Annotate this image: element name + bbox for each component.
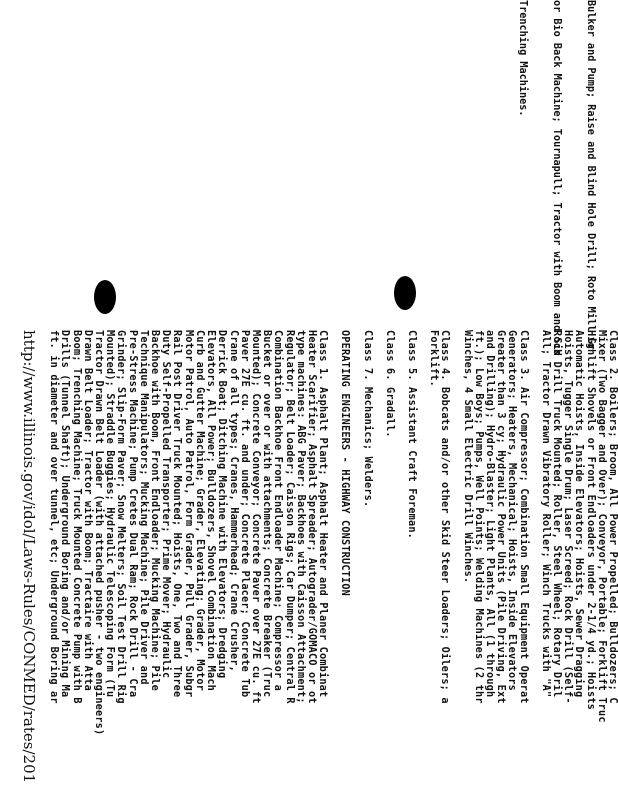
header-line: Trenching Machines.: [517, 0, 529, 117]
paragraph-hclass1: [48, 330, 328, 800]
paragraph-class3: [461, 330, 528, 800]
text-line: type machines: ABG Paver; Backhoes with Caisson Attachment;: [294, 330, 306, 704]
paragraph-class6: [384, 330, 395, 800]
text-line: Mounted); Concrete Conveyor; Concrete Paver over 27E cu. ft: [249, 330, 261, 704]
text-line: All; Tractor Drawn Vibratory Roller; Winch Trucks with "A": [539, 330, 551, 698]
text-line: ft. in diameter and over tunnel, etc; Underground Boring ar: [48, 330, 60, 704]
text-line: Paver 27E cu. ft. and under; Concrete Placer; Concrete Tub: [238, 330, 250, 698]
paragraph-heading: [339, 330, 350, 800]
text-line: Elevators, All Power; Bulldozers, Shovel Combination Mach: [205, 330, 217, 692]
text-line: Rock Drill Truck Mounted; Roller, Steel Wheel; Rotary Dril: [550, 330, 562, 698]
text-line: Class 7. Mechanics; Welders.: [361, 330, 373, 508]
text-line: Pre-Stress Machine; Pump Cretes Dual Ram; Rock Drill - Cra: [126, 330, 138, 698]
text-line: Crane of all types; Cranes, Hammerhead; Crane Crusher,: [227, 330, 239, 673]
paragraph-class2: [540, 330, 618, 800]
text-line: Generators; Heaters, Mechanical; Hoists, Inside Elevators: [506, 330, 518, 692]
text-line: Technique Manipulators; Mucking Machine; Pile Driver and: [137, 330, 149, 685]
punch-hole-left: [94, 280, 116, 314]
header-fragment: [495, 0, 618, 356]
text-line: Winches, 4 Small Electric Drill Winches.: [461, 330, 473, 584]
text-line: Rail Post Driver Truck Mounted; Hoists, One, Two and Three: [171, 330, 183, 698]
source-url: http://www.illinois.gov/idol/Laws-Rules/CONMED/rates/201: [20, 330, 38, 784]
text-line: Curb and Gutter Machine; Grader, Elevating; Grader, Motor: [193, 330, 205, 692]
text-line: ft.); Low Boys; Pumps, Well Points; Welding Machines (2 thr: [472, 330, 484, 704]
header-line: or Bio Back Machine; Tournapull; Tractor with Boom and Sid: [550, 0, 562, 356]
text-line: Grinder; Slip-Form Paver; Snow Melters; Soil Test Drill Rig: [115, 330, 127, 704]
paragraph-class5: [406, 330, 417, 800]
text-line: Class 6. Gradall.: [383, 330, 395, 438]
text-line: Hoists, Tugger Single Drum; Laser Screed; Rock Drill (Self-: [562, 330, 574, 704]
text-line: Regulator; Belt Loader; Caisson Rigs; Car Dumper; Central R: [283, 330, 295, 704]
text-line: Heater Scarifier; Asphalt Spreader; Autograder/GOMACO or ot: [305, 330, 317, 704]
text-line: Class 5. Assistant Craft Foreman.: [405, 330, 417, 540]
text-line: Automatic Hoists, Inside Elevators; Hoists, Sewer Dragging: [573, 330, 585, 698]
text-line: Bucket or over or with attachments; Concrete Breaker (Truc: [261, 330, 273, 698]
text-line: Backhoe with Boom, Front Endloader; Mucking Machine; Pile: [149, 330, 161, 692]
text-line: Forklift.: [428, 330, 440, 388]
text-line: Highlift Shovels or Front Endloaders under 2-1/4 yd.; Hoists: [584, 330, 596, 711]
text-line: Mixer (Two Bagger and Over); Conveyor, Portable; Forklift Truc: [595, 330, 607, 723]
header-line: Bulker and Pump; Raise and Blind Hole Drill; Roto Mill Gr: [584, 0, 596, 350]
text-line: Drawn Belt Loader; Tractor with Boom; Tractaire with Atta: [81, 330, 93, 692]
text-line: Class 4. Bobcats and/or other Skid Steer Loaders; Oilers; a: [439, 330, 451, 704]
paragraph-class4: [428, 330, 450, 800]
text-line: Duty Self-Propelled Transporter; Prime Mover; Hydraulic: [160, 330, 172, 679]
text-line: Combination Backhoe Front Endloader Machine; Compressor a: [272, 330, 284, 692]
text-line: Mounted); Straddle Buggies; Hydraulic Telescoping Form (Tu: [104, 330, 116, 698]
text-line: Greater than 3 cy; Hydraulic Power Units (Pile Driving, Ext: [495, 330, 507, 704]
text-line: and Drilling); Hydro-Blaster; Light Plants, All (1 through: [483, 330, 495, 698]
text-line: Class 3. Air Compressor; Combination Small Equipment Operat: [517, 330, 529, 704]
text-line: Drills (Tunnel Shaft); Underground Boring and/or Mining Ma: [59, 330, 71, 698]
text-line: Derrick Boat; Ditching Machine with Elevators; Dredging: [216, 330, 228, 679]
paragraph-class7: [361, 330, 372, 800]
text-line: Boom; Trenching Machine; Truck Mounted Concrete Pump with B: [70, 330, 82, 704]
text-line: Tractor Drawn Belt Loader (with attached pusher - two engineers): [93, 330, 105, 736]
text-line: Motor Patrol, Auto Patrol, Form Grader, Pull Grader, Subgr: [182, 330, 194, 698]
document-body: [37, 330, 618, 800]
punch-hole-right: [394, 276, 416, 310]
text-line: Class 2. Boilers; Broom, All Power Propelled; Bulldozers; C: [607, 330, 618, 704]
text-line: OPERATING ENGINEERS - HIGHWAY CONSTRUCTION: [339, 330, 351, 597]
text-line: Class 1. Asphalt Plant; Asphalt Heater and Planer Combinat: [317, 330, 329, 698]
